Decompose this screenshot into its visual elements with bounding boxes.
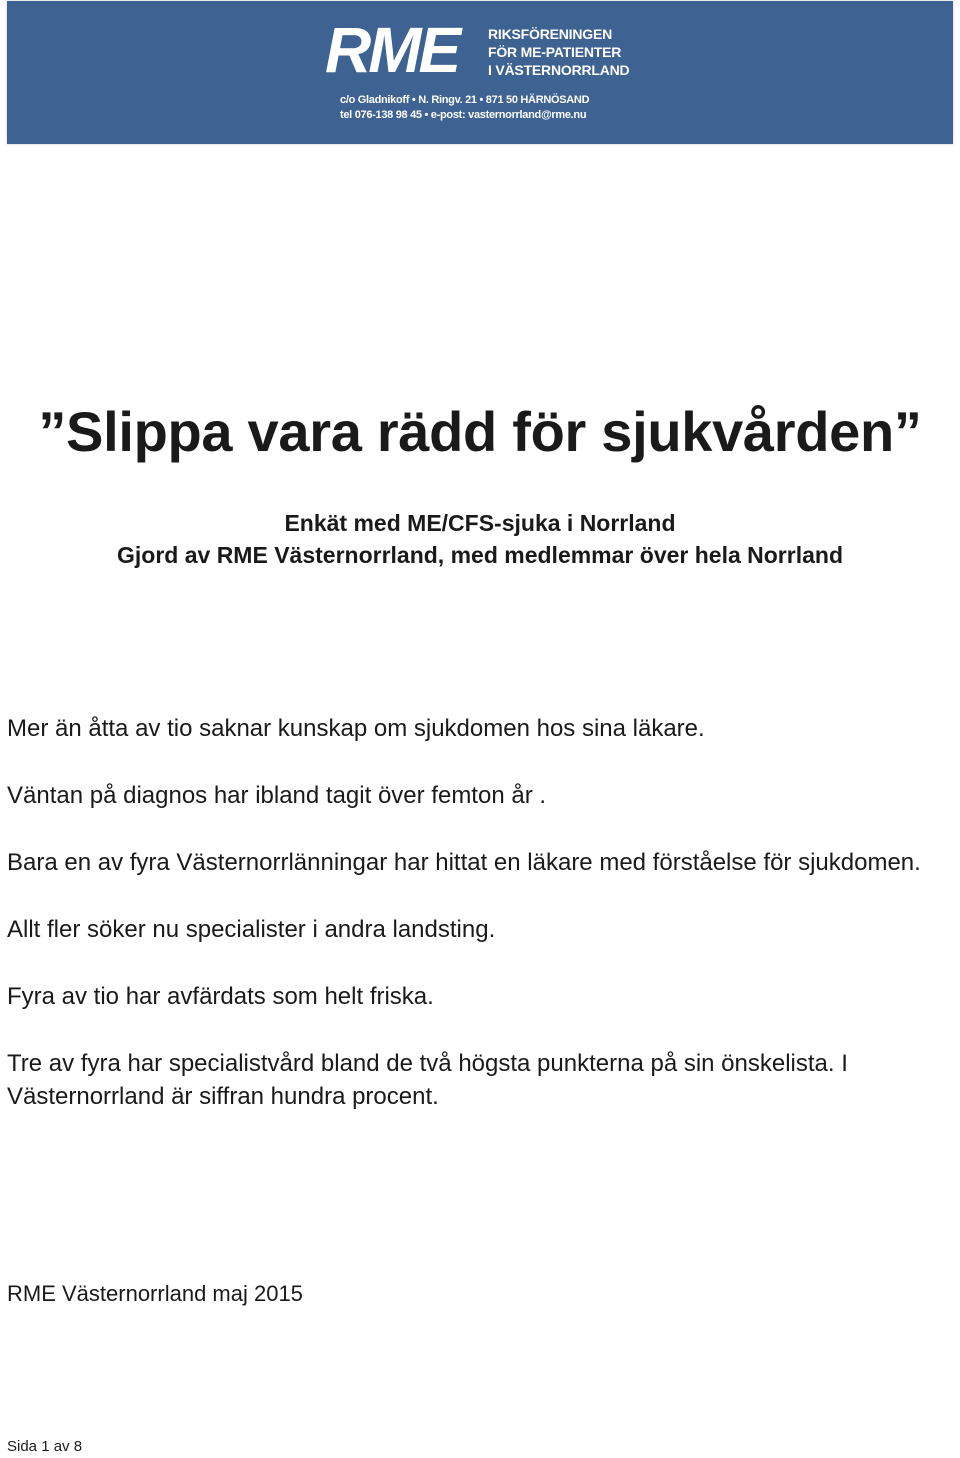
document-title: ”Slippa vara rädd för sjukvården”: [38, 400, 922, 463]
finding-item: Fyra av tio har avfärdats som helt friska.: [7, 983, 434, 1010]
organization-name: [488, 25, 688, 79]
postal-address: c/o Gladnikoff • N. Ringv. 21 • 871 50 HÄRNÖSAND: [340, 94, 590, 106]
phone-email: tel 076-138 98 45 • e-post: vasternorrland@rme.nu: [340, 109, 587, 121]
header-banner: [7, 1, 953, 144]
contact-block: [340, 93, 589, 123]
rme-logo: RME: [325, 14, 459, 86]
document-signature: RME Västernorrland maj 2015: [7, 1281, 303, 1306]
subtitle-line: Enkät med ME/CFS-sjuka i Norrland: [284, 510, 676, 536]
subtitle-line: Gjord av RME Västernorrland, med medlemmar över hela Norrland: [117, 542, 843, 568]
organization-name-line: RIKSFÖRENINGEN: [488, 26, 612, 42]
organization-name-line: I VÄSTERNORRLAND: [488, 62, 630, 78]
organization-name-line: FÖR ME-PATIENTER: [488, 44, 622, 60]
finding-item: Mer än åtta av tio saknar kunskap om sjukdomen hos sina läkare.: [7, 715, 705, 742]
finding-item: Allt fler söker nu specialister i andra landsting.: [7, 916, 496, 943]
finding-item: Tre av fyra har specialistvård bland de två högsta punkterna på sin önskelista. I Västernorrland är siffran hundra procent.: [7, 1050, 848, 1110]
page-number: Sida 1 av 8: [7, 1438, 83, 1455]
document-subtitle: [0, 507, 960, 571]
findings-list: [7, 712, 937, 1147]
finding-item: Bara en av fyra Västernorrlänningar har hittat en läkare med förståelse för sjukdomen.: [7, 849, 921, 876]
finding-item: Väntan på diagnos har ibland tagit över femton år .: [7, 782, 547, 809]
